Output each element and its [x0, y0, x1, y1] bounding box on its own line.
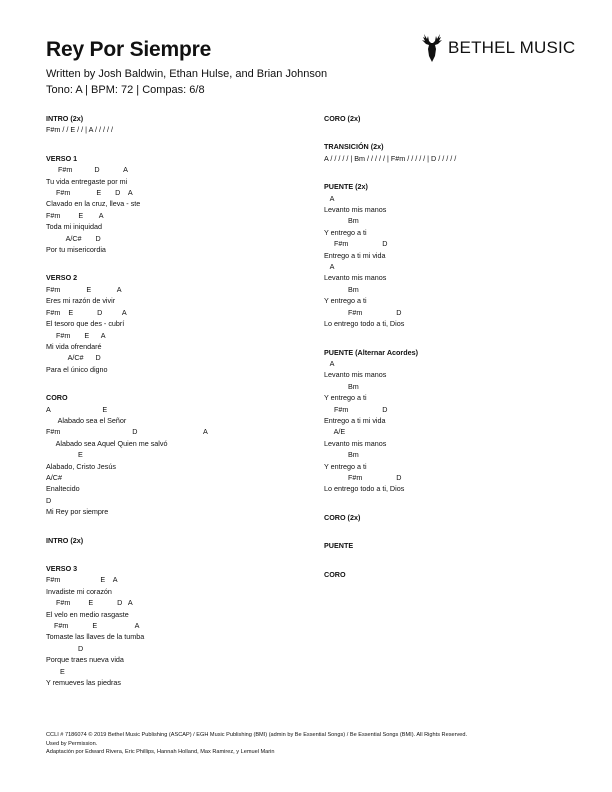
lyric-line: F#m E D A	[46, 307, 127, 317]
writers-credit: Written by Josh Baldwin, Ethan Hulse, and Brian Johnson	[46, 68, 328, 80]
song-title: Rey Por Siempre	[46, 38, 212, 61]
lyric-line: Invadiste mi corazón	[46, 586, 112, 596]
lyric-line: Lo entrego todo a ti, Dios	[324, 319, 405, 329]
lyric-line: F#m D A	[46, 165, 128, 175]
lyric-line: El velo en medio rasgaste	[46, 609, 129, 619]
footer-line: Adaptación por Edward Rivera, Eric Phillips, Hannah Holland, Max Ramirez, y Lemuel Marin	[46, 749, 275, 756]
section-title: PUENTE	[324, 541, 354, 551]
lyric-line: F#m E A	[46, 330, 106, 340]
song-section	[324, 181, 574, 329]
lyric-line: Bm	[324, 284, 359, 294]
lyric-line: F#m / / E / / | A / / / / /	[46, 125, 113, 135]
section-title: INTRO (2x)	[46, 535, 84, 545]
footer-line: CCLI # 7186074 © 2019 Bethel Music Publishing (ASCAP) / EGH Music Publishing (BMI) (admin by Be Essential Songs) / Be Essential Songs (BMI). All Rights Reserved.	[46, 732, 468, 738]
lyric-line: A/C# D	[46, 353, 101, 363]
left-column	[46, 113, 296, 705]
section-title: VERSO 2	[46, 273, 78, 283]
lyric-line: Por tu misericordia	[46, 245, 106, 255]
lyric-line: Y entrego a ti	[324, 227, 367, 237]
lyric-line: Levanto mis manos	[324, 273, 387, 283]
lyric-line: F#m E A	[46, 575, 118, 585]
lyric-line: E	[46, 450, 83, 460]
song-meta: Tono: A | BPM: 72 | Compas: 6/8	[46, 84, 205, 96]
lyric-line: Y remueves las piedras	[46, 678, 121, 688]
section-title: PUENTE (2x)	[324, 182, 368, 192]
lyric-line: A	[324, 262, 335, 272]
lyric-line: Entrego a ti mi vida	[324, 250, 386, 260]
song-section	[46, 535, 296, 546]
lyric-line: Tu vida entregaste por mi	[46, 176, 128, 186]
lyric-line: Mi vida ofrendaré	[46, 341, 102, 351]
lyric-line: F#m E A	[46, 210, 104, 220]
lyric-line: D	[46, 643, 84, 653]
lyric-line: A / / / / / | Bm / / / / / | F#m / / / / / | D / / / / /	[324, 153, 457, 163]
logo-text: BETHEL MUSIC	[448, 38, 576, 57]
song-section	[324, 540, 574, 551]
section-title: VERSO 3	[46, 564, 78, 573]
right-column	[324, 113, 574, 597]
song-section	[324, 569, 574, 580]
lyric-line: A E	[46, 404, 108, 414]
lyric-line: Levanto mis manos	[324, 205, 387, 215]
lyric-line: Y entrego a ti	[324, 461, 367, 471]
bethel-music-logo	[420, 32, 575, 64]
section-title: CORO	[324, 569, 346, 579]
lyric-line: Alabado sea el Señor	[46, 415, 127, 425]
lyric-line: F#m E D A	[46, 188, 133, 198]
song-section	[324, 113, 574, 124]
lyric-line: Eres mi razón de vivir	[46, 296, 116, 306]
lyric-line: Entrego a ti mi vida	[324, 415, 386, 425]
lyric-line: Tomaste las llaves de la tumba	[46, 632, 145, 642]
lyric-line: Lo entrego todo a ti, Dios	[324, 484, 405, 494]
lyric-line: F#m D	[324, 404, 388, 414]
copyright-footer	[46, 731, 576, 757]
lyric-line: F#m D	[324, 239, 388, 249]
song-section	[46, 113, 296, 136]
section-title: CORO (2x)	[324, 114, 361, 123]
lyric-line: Mi Rey por siempre	[46, 507, 109, 517]
song-section	[324, 141, 574, 164]
lyric-line: F#m D	[324, 472, 402, 482]
footer-line: Used by Permission.	[46, 740, 98, 747]
lyric-line: Para el único digno	[46, 364, 108, 374]
section-title: CORO (2x)	[324, 512, 361, 522]
lyric-line: Enaltecido	[46, 484, 80, 494]
song-section	[46, 563, 296, 688]
deer-head-icon	[420, 32, 444, 64]
song-section	[46, 153, 296, 256]
lyric-line: Bm	[324, 450, 359, 460]
lyric-line: A/C#	[46, 472, 62, 482]
lyric-line: Toda mi iniquidad	[46, 222, 102, 232]
lyric-line: Levanto mis manos	[324, 370, 387, 380]
lyric-line: F#m E A	[46, 284, 122, 294]
lyric-line: A	[324, 358, 335, 368]
lyric-line: El tesoro que des - cubrí	[46, 319, 125, 329]
lyric-line: Y entrego a ti	[324, 393, 367, 403]
lyric-line: A/E	[324, 427, 346, 437]
lyric-line: D	[46, 495, 52, 505]
lyric-line: E	[46, 666, 65, 676]
lyric-line: Bm	[324, 216, 359, 226]
lyric-line: A	[324, 193, 335, 203]
lyric-line: F#m D A	[46, 427, 208, 437]
song-section	[324, 347, 574, 495]
song-section	[46, 272, 296, 375]
song-section	[46, 392, 296, 517]
lyric-line: Y entrego a ti	[324, 296, 367, 306]
section-title: TRANSICIÓN (2x)	[324, 142, 384, 152]
lyric-line: F#m E A	[46, 621, 140, 631]
section-title: CORO	[46, 393, 68, 403]
section-title: VERSO 1	[46, 153, 78, 163]
lyric-line: Alabado, Cristo Jesús	[46, 461, 116, 471]
lyric-line: F#m D	[324, 307, 402, 317]
lyric-line: Levanto mis manos	[324, 438, 387, 448]
lyric-line: Alabado sea Aquel Quien me salvó	[46, 438, 168, 448]
song-section	[324, 512, 574, 523]
lyric-line: A/C# D	[46, 233, 101, 243]
lyric-line: Porque traes nueva vida	[46, 655, 124, 665]
lyric-line: F#m E D A	[46, 598, 133, 608]
section-title: PUENTE (Alternar Acordes)	[324, 347, 418, 357]
section-title: INTRO (2x)	[46, 114, 84, 123]
lyric-line: Clavado en la cruz, lleva - ste	[46, 199, 141, 209]
lyric-line: Bm	[324, 381, 359, 391]
